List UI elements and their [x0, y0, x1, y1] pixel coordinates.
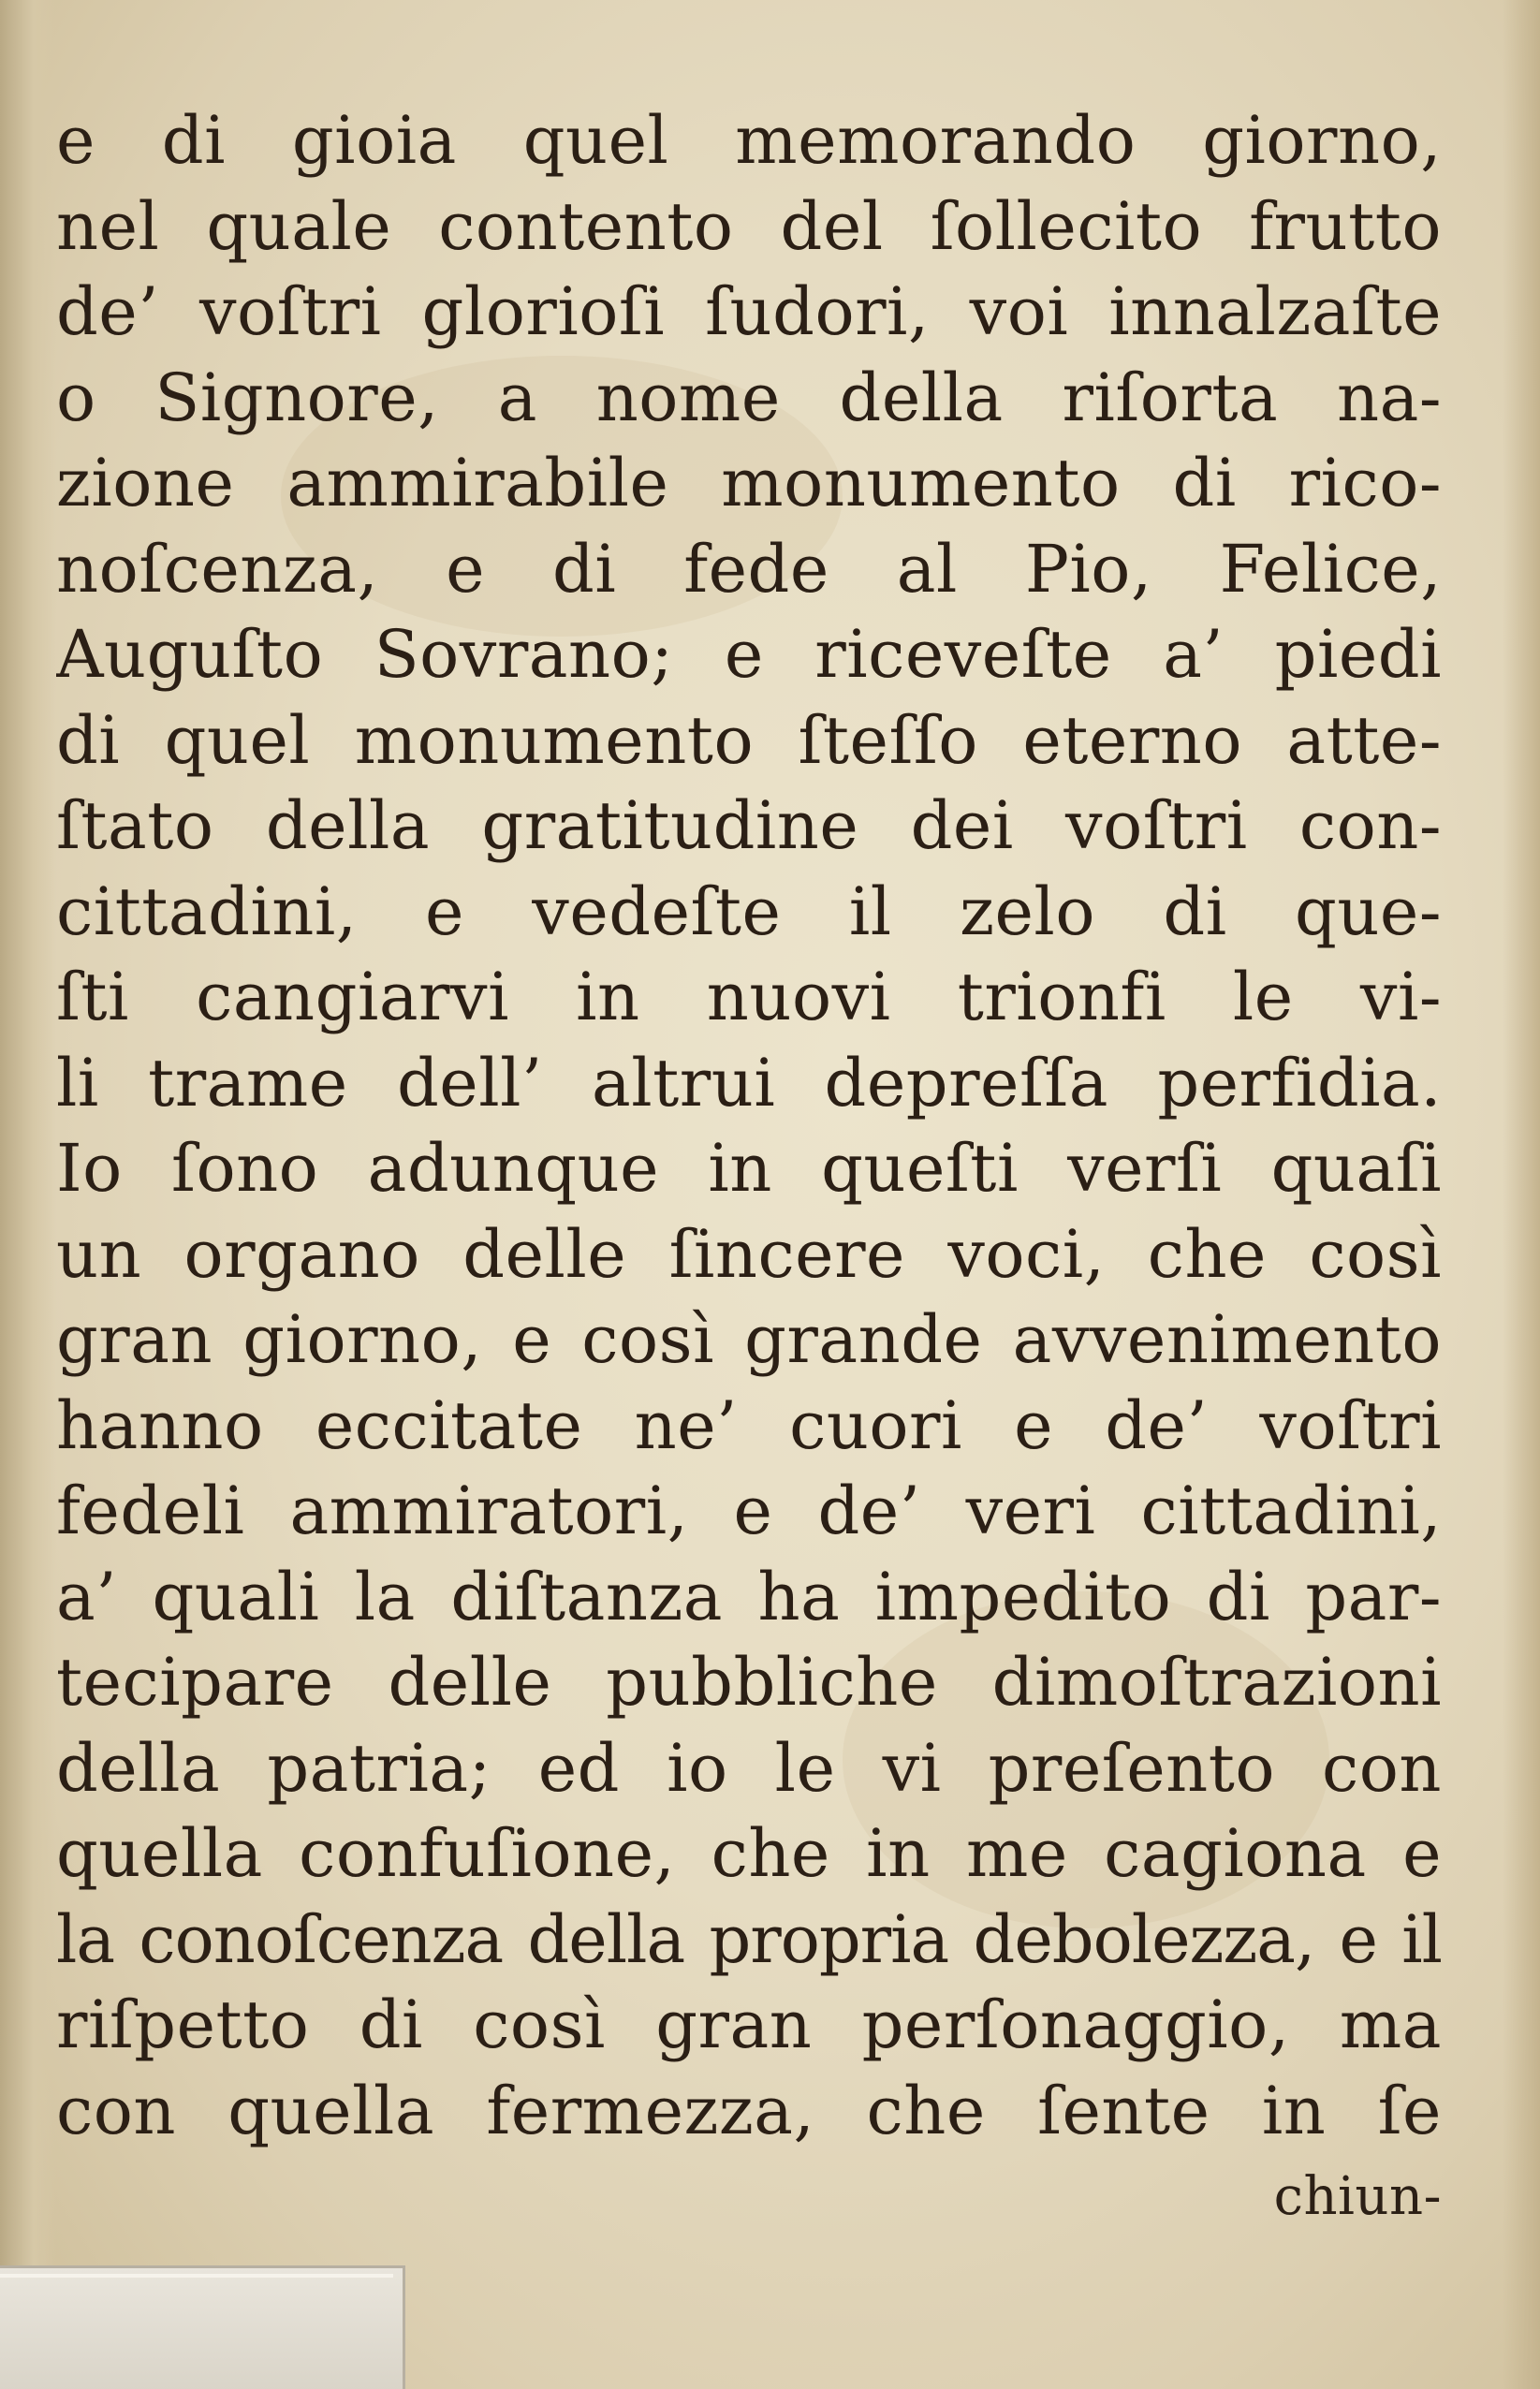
text-line: zione ammirabile monumento di rico- — [56, 445, 1442, 521]
text-line: la conoſcenza della propria debolezza, e il — [56, 1900, 1442, 1978]
body-text — [56, 98, 1442, 2240]
text-line: de’ voſtri glorioſi ſudori, voi innalzaſte — [56, 273, 1442, 350]
text-line: nel quale contento del ſollecito frutto — [56, 187, 1442, 265]
page-edge-shadow — [1503, 0, 1540, 2389]
page-holder-clip — [0, 2265, 405, 2389]
text-line: hanno eccitate ne’ cuori e de’ voſtri — [56, 1386, 1442, 1464]
text-line: Auguſto Sovrano; e riceveſte a’ piedi — [56, 616, 1442, 693]
text-line: della patria; ed io le vi preſento con — [56, 1729, 1442, 1807]
text-line: cittadini, e vedeſte il zelo di que- — [56, 872, 1442, 950]
text-line: gran giorno, e così grande avvenimento — [56, 1301, 1442, 1378]
text-line: noſcenza, e di fede al Pio, Felice, — [56, 530, 1442, 608]
text-line: a’ quali la diſtanza ha impedito di par- — [56, 1558, 1442, 1635]
text-line: con quella fermezza, che ſente in ſe — [56, 2072, 1442, 2149]
text-line: un organo delle ſincere voci, che così — [56, 1215, 1442, 1293]
text-line: Io ſono adunque in queſti verſi quaſi — [56, 1130, 1442, 1207]
text-line: quella confuſione, che in me cagiona e — [56, 1815, 1442, 1892]
text-line: e di gioia quel memorando giorno, — [56, 102, 1442, 179]
catchword: chiun- — [1273, 2166, 1442, 2227]
text-line: ſti cangiarvi in nuovi trionfi le vi- — [56, 959, 1442, 1035]
text-line: tecipare delle pubbliche dimoſtrazioni — [56, 1644, 1442, 1721]
text-line: li trame dell’ altrui depreſſa perfidia. — [56, 1044, 1442, 1121]
text-line: ſtato della gratitudine dei voſtri con- — [56, 787, 1442, 864]
text-line: fedeli ammiratori, e de’ veri cittadini, — [56, 1473, 1442, 1549]
text-line: o Signore, a nome della riſorta na- — [56, 359, 1442, 436]
text-line: riſpetto di così gran perſonaggio, ma — [56, 1986, 1442, 2063]
text-line: di quel monumento ſteſſo eterno atte- — [56, 701, 1442, 779]
page-gutter-shadow — [0, 0, 56, 2389]
